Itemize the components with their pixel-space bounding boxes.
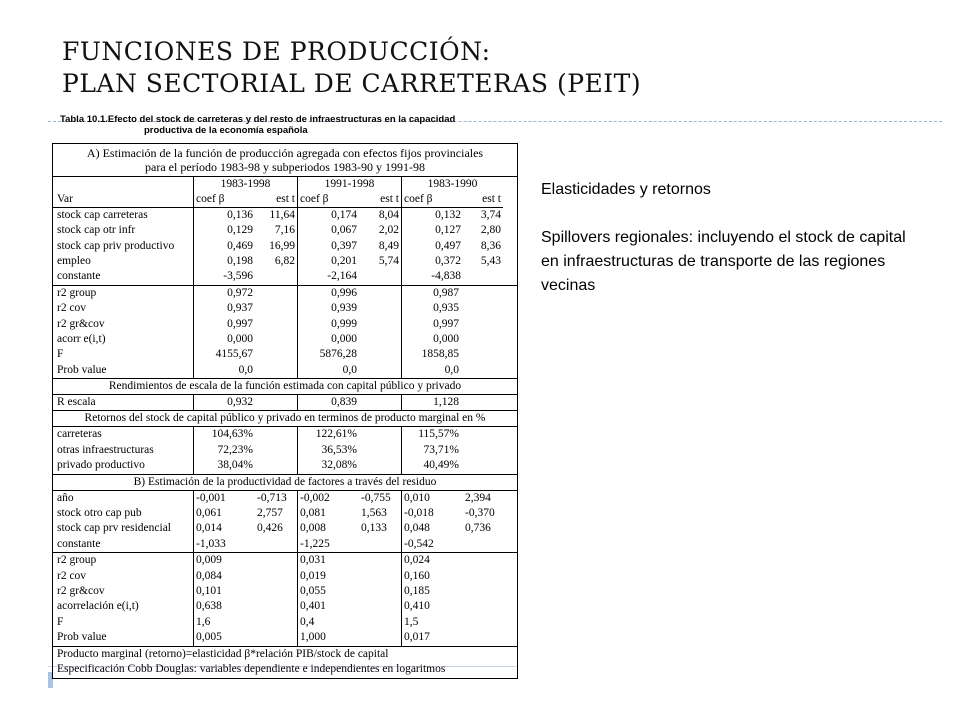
table-cell: 0,017 bbox=[401, 630, 503, 645]
table-row bbox=[53, 347, 517, 362]
notes-elasticidades: Elasticidades y retornos bbox=[541, 181, 711, 198]
table-cell: carreteras bbox=[57, 428, 102, 441]
b-fit-stats-block bbox=[53, 552, 517, 645]
t-header: est t bbox=[359, 192, 401, 207]
table-cell: Prob value bbox=[57, 363, 107, 376]
estimates-block bbox=[53, 208, 517, 285]
table-cell: -2,164 bbox=[297, 269, 359, 284]
table-cell: 0,401 bbox=[297, 599, 401, 614]
table-cell: 0,397 bbox=[297, 239, 359, 254]
footnote-marginal-product: Producto marginal (retorno)=elasticidad β*relación PIB/stock de capital bbox=[57, 647, 389, 660]
table-cell bbox=[255, 269, 297, 284]
table-cell: 36,53% bbox=[297, 443, 401, 458]
slide-title-line1: FUNCIONES DE PRODUCCIÓN: bbox=[62, 37, 491, 66]
table-cell: 0,019 bbox=[297, 569, 401, 584]
table-cell: 0,497 bbox=[401, 239, 463, 254]
table-cell: Prob value bbox=[57, 631, 107, 644]
table-row bbox=[53, 269, 517, 284]
table-row bbox=[53, 286, 517, 301]
section-b-title: B) Estimación de la productividad de factores a través del residuo bbox=[53, 475, 517, 491]
table-cell: 0,997 bbox=[401, 317, 503, 332]
table-cell: 0,055 bbox=[297, 584, 401, 599]
scale-section-title: Rendimientos de escala de la función estimada con capital público y privado bbox=[53, 378, 517, 395]
table-row bbox=[53, 599, 517, 614]
table-cell: 0,174 bbox=[297, 208, 359, 223]
table-cell: 0,937 bbox=[193, 301, 297, 316]
table-cell: 0,185 bbox=[401, 584, 503, 599]
table-cell: 7,16 bbox=[274, 224, 295, 237]
table-cell: empleo bbox=[57, 254, 91, 267]
period-header: 1991-1998 bbox=[297, 177, 401, 192]
table-cell: -0,713 bbox=[257, 491, 287, 504]
table-cell: 0,201 bbox=[297, 254, 359, 269]
table-row bbox=[53, 615, 517, 630]
table-row bbox=[53, 317, 517, 332]
table-cell: 0,0 bbox=[297, 363, 401, 378]
table-row bbox=[53, 458, 517, 473]
table-cell: -4,838 bbox=[401, 269, 463, 284]
scale-block bbox=[53, 395, 517, 410]
table-cell: -1,033 bbox=[193, 537, 255, 552]
table-cell: 2,757 bbox=[257, 507, 283, 520]
table-cell: 0,638 bbox=[193, 599, 297, 614]
table-cell: -0,018 bbox=[401, 506, 463, 521]
table-cell: 0,010 bbox=[401, 491, 463, 506]
table-row bbox=[53, 301, 517, 316]
column-header-row bbox=[53, 192, 517, 207]
period-header: 1983-1998 bbox=[193, 177, 297, 192]
table-row bbox=[53, 491, 517, 506]
table-cell: stock otro cap pub bbox=[57, 507, 142, 520]
coef-header: coef β bbox=[401, 192, 463, 207]
table-cell: 0,081 bbox=[297, 506, 359, 521]
table-cell: 0,000 bbox=[401, 332, 503, 347]
table-cell: 0,084 bbox=[193, 569, 297, 584]
table-cell: 8,04 bbox=[378, 208, 399, 221]
table-cell: 4155,67 bbox=[193, 347, 297, 362]
table-cell: 0,0 bbox=[193, 363, 297, 378]
table-cell: 0,935 bbox=[401, 301, 503, 316]
table-cell: 0,014 bbox=[193, 521, 255, 536]
table-cell: 1,5 bbox=[401, 615, 503, 630]
table-cell: acorrelación e(i,t) bbox=[57, 600, 139, 613]
table-cell: 0,939 bbox=[297, 301, 401, 316]
table-cell: 40,49% bbox=[401, 458, 503, 473]
table-cell: 0,996 bbox=[297, 286, 401, 301]
table-caption bbox=[60, 114, 518, 136]
table-row bbox=[53, 506, 517, 521]
table-cell: 0,067 bbox=[297, 223, 359, 238]
table-cell: -0,001 bbox=[193, 491, 255, 506]
table-cell: 0,024 bbox=[401, 553, 503, 568]
table-cell: 72,23% bbox=[193, 443, 297, 458]
table-cell: 0,932 bbox=[193, 395, 297, 410]
table-cell: 0,132 bbox=[401, 208, 463, 223]
table-cell: 0,410 bbox=[401, 599, 503, 614]
table-cell bbox=[359, 269, 401, 284]
table-cell: r2 cov bbox=[57, 302, 87, 315]
table-row bbox=[53, 427, 517, 442]
table-cell: -1,225 bbox=[297, 537, 359, 552]
table-row bbox=[53, 584, 517, 599]
table-cell: 8,36 bbox=[480, 239, 501, 252]
table-cell: 0,136 bbox=[193, 208, 255, 223]
production-function-table bbox=[52, 143, 518, 679]
t-header: est t bbox=[255, 192, 297, 207]
table-cell: 0,061 bbox=[193, 506, 255, 521]
table-cell: 0,198 bbox=[193, 254, 255, 269]
table-cell: 0,987 bbox=[401, 286, 503, 301]
table-cell: 0,133 bbox=[361, 522, 387, 535]
table-cell: 0,000 bbox=[193, 332, 297, 347]
table-cell: -3,596 bbox=[193, 269, 255, 284]
table-cell: 1,563 bbox=[361, 507, 387, 520]
table-row bbox=[53, 521, 517, 536]
table-cell: stock cap prv residencial bbox=[57, 522, 171, 535]
table-cell bbox=[255, 537, 297, 552]
table-cell: constante bbox=[57, 537, 101, 550]
table-cell: 0,426 bbox=[257, 522, 283, 535]
period-header: 1983-1990 bbox=[401, 177, 503, 192]
table-cell: 2,394 bbox=[465, 491, 491, 504]
table-cell: 104,63% bbox=[193, 427, 297, 442]
table-cell: 1,000 bbox=[297, 630, 401, 645]
table-row bbox=[53, 553, 517, 568]
table-row bbox=[53, 332, 517, 347]
table-cell: 122,61% bbox=[297, 427, 401, 442]
table-row bbox=[53, 363, 517, 378]
table-cell: 0,008 bbox=[297, 521, 359, 536]
table-footnotes bbox=[53, 646, 517, 678]
section-a-title-line2: para el período 1983-98 y subperiodos 1983-90 y 1991-98 bbox=[145, 160, 425, 174]
table-cell: 0,469 bbox=[193, 239, 255, 254]
table-cell: 5,43 bbox=[480, 254, 501, 267]
table-cell: 0,972 bbox=[193, 286, 297, 301]
table-cell: -0,755 bbox=[361, 491, 391, 504]
table-cell: F bbox=[57, 348, 64, 361]
slide-title-line2: PLAN SECTORIAL DE CARRETERAS (PEIT) bbox=[62, 69, 642, 98]
table-row bbox=[53, 537, 517, 552]
table-cell: 0,999 bbox=[297, 317, 401, 332]
table-row bbox=[53, 254, 517, 269]
table-row bbox=[53, 208, 517, 223]
table-row bbox=[53, 239, 517, 254]
section-a-title bbox=[53, 144, 517, 177]
period-header-row bbox=[53, 177, 517, 192]
table-cell: stock cap priv productivo bbox=[57, 239, 175, 252]
table-row bbox=[53, 223, 517, 238]
table-cell: r2 gr&cov bbox=[57, 584, 105, 597]
var-header: Var bbox=[53, 192, 193, 207]
table-cell: 0,009 bbox=[193, 553, 297, 568]
table-cell: 115,57% bbox=[401, 427, 503, 442]
table-row bbox=[53, 569, 517, 584]
table-cell: 2,02 bbox=[378, 224, 399, 237]
table-cell: 0,736 bbox=[465, 522, 491, 535]
table-cell: 0,101 bbox=[193, 584, 297, 599]
table-cell: 1858,85 bbox=[401, 347, 503, 362]
table-cell: 0,031 bbox=[297, 553, 401, 568]
table-cell: r2 group bbox=[57, 286, 97, 299]
slide-notes bbox=[541, 178, 921, 298]
table-cell: 0,372 bbox=[401, 254, 463, 269]
table-cell: privado productivo bbox=[57, 459, 145, 472]
scanned-table-image bbox=[52, 114, 518, 679]
table-row bbox=[53, 630, 517, 645]
table-cell: 0,160 bbox=[401, 569, 503, 584]
section-a-title-line1: A) Estimación de la función de producción agregada con efectos fijos provinciales bbox=[86, 146, 484, 160]
footnote-cobb-douglas: Especificación Cobb Douglas: variables dependiente e independientes en logaritmos bbox=[57, 663, 446, 676]
table-cell: r2 cov bbox=[57, 569, 87, 582]
table-cell: 0,0 bbox=[401, 363, 503, 378]
table-cell: 6,82 bbox=[274, 254, 295, 267]
fit-stats-block bbox=[53, 285, 517, 378]
table-cell: 5,74 bbox=[378, 254, 399, 267]
table-cell: 38,04% bbox=[193, 458, 297, 473]
b-estimates-block bbox=[53, 491, 517, 553]
coef-header: coef β bbox=[193, 192, 255, 207]
table-cell: r2 gr&cov bbox=[57, 317, 105, 330]
table-cell bbox=[463, 269, 503, 284]
table-cell: F bbox=[57, 615, 64, 628]
table-cell: 2,80 bbox=[480, 224, 501, 237]
table-cell: stock cap otr infr bbox=[57, 224, 136, 237]
table-cell: 0,129 bbox=[193, 223, 255, 238]
table-cell: 0,839 bbox=[297, 395, 401, 410]
table-cell: -0,370 bbox=[465, 507, 495, 520]
coef-header: coef β bbox=[297, 192, 359, 207]
table-caption-line1: Tabla 10.1.Efecto del stock de carreteras y del resto de infraestructuras en la capacidad bbox=[60, 114, 456, 125]
table-cell: 5876,28 bbox=[297, 347, 401, 362]
returns-block bbox=[53, 427, 517, 473]
table-cell: 16,99 bbox=[269, 239, 295, 252]
table-cell: stock cap carreteras bbox=[57, 208, 148, 221]
table-cell: 73,71% bbox=[401, 443, 503, 458]
returns-section-title: Retornos del stock de capital público y privado en terminos de producto marginal en % bbox=[53, 410, 517, 427]
table-row bbox=[53, 395, 517, 410]
table-cell: 32,08% bbox=[297, 458, 401, 473]
table-cell: acorr e(i,t) bbox=[57, 332, 106, 345]
table-row bbox=[53, 443, 517, 458]
table-cell: 11,64 bbox=[269, 208, 295, 221]
table-cell: constante bbox=[57, 270, 101, 283]
table-cell: -0,002 bbox=[297, 491, 359, 506]
table-cell: 3,74 bbox=[480, 208, 501, 221]
table-cell: -0,542 bbox=[401, 537, 463, 552]
slide-title bbox=[62, 36, 641, 100]
table-cell: 0,997 bbox=[193, 317, 297, 332]
t-header: est t bbox=[463, 192, 503, 207]
table-cell: 1,6 bbox=[193, 615, 297, 630]
table-cell bbox=[359, 537, 401, 552]
table-cell: 0,005 bbox=[193, 630, 297, 645]
table-cell: R escala bbox=[57, 396, 96, 409]
table-cell: r2 group bbox=[57, 554, 97, 567]
table-cell: otras infraestructuras bbox=[57, 443, 154, 456]
table-cell: 8,49 bbox=[378, 239, 399, 252]
table-cell bbox=[463, 537, 503, 552]
table-caption-line2: productiva de la economía española bbox=[144, 125, 308, 136]
table-cell: 0,4 bbox=[297, 615, 401, 630]
table-cell: 0,048 bbox=[401, 521, 463, 536]
table-cell: 0,127 bbox=[401, 223, 463, 238]
table-cell: 0,000 bbox=[297, 332, 401, 347]
table-cell: 1,128 bbox=[401, 395, 503, 410]
section-b bbox=[53, 474, 517, 646]
notes-spillovers: Spillovers regionales: incluyendo el stock de capital en infraestructuras de transporte de las regiones vecinas bbox=[541, 229, 906, 294]
table-cell: año bbox=[57, 491, 74, 504]
